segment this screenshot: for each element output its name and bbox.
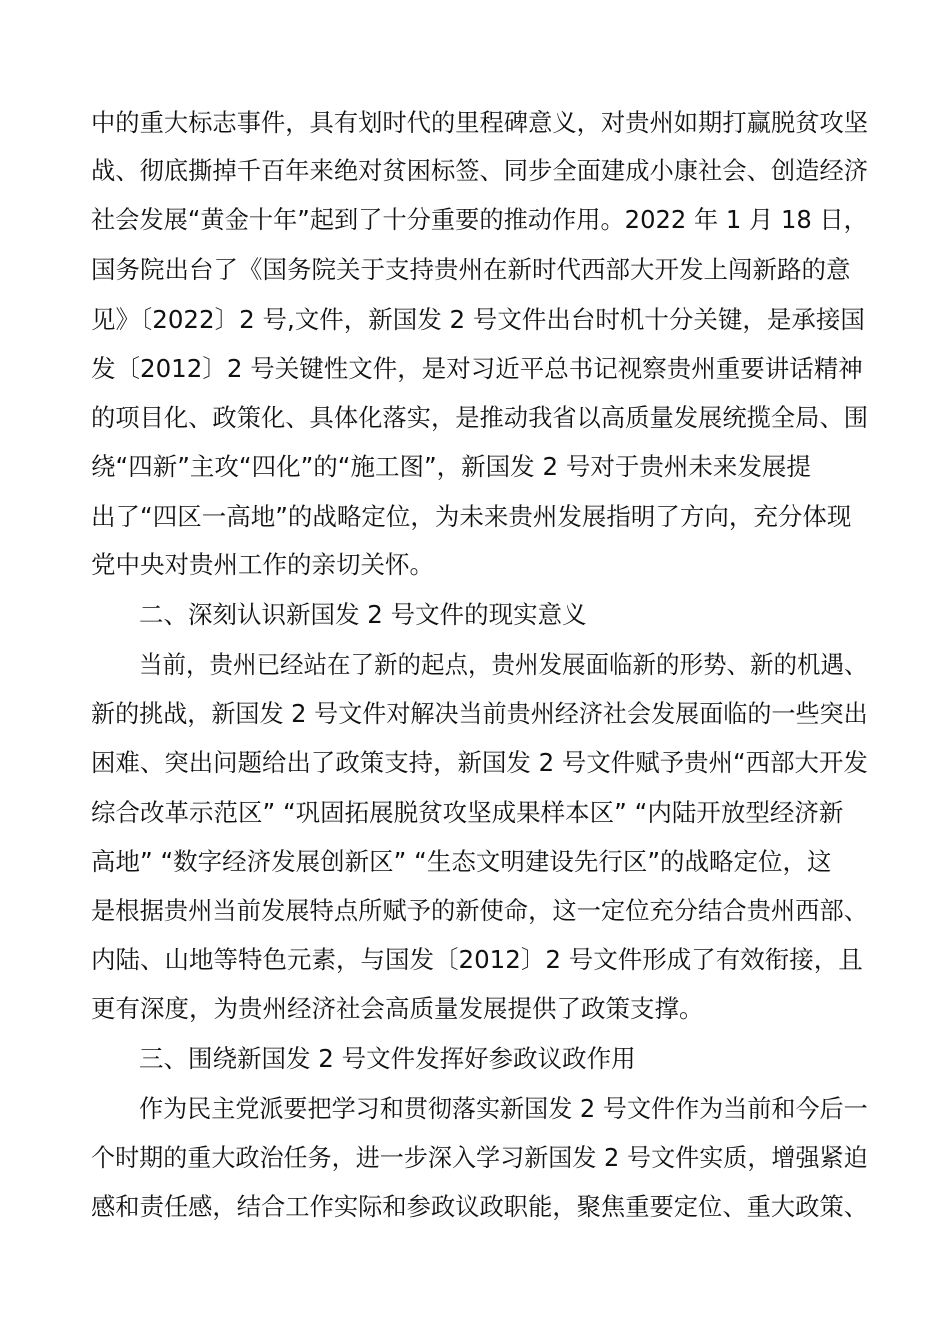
body-text-line: 新的挑战，新国发 2 号文件对解决当前贵州经济社会发展面临的一些突出 (91, 699, 868, 728)
section-heading: 三、围绕新国发 2 号文件发挥好参政议政作用 (139, 1044, 636, 1073)
body-text-line: 见》〔2022〕2 号,文件，新国发 2 号文件出台时机十分关键，是承接国 (91, 305, 865, 334)
body-text-line: 是根据贵州当前发展特点所赋予的新使命，这一定位充分结合贵州西部、 (91, 896, 869, 925)
body-text-line: 发〔2012〕2 号关键性文件，是对习近平总书记视察贵州重要讲话精神 (91, 354, 863, 383)
body-text-line: 内陆、山地等特色元素，与国发〔2012〕2 号文件形成了有效衔接，且 (91, 945, 863, 974)
body-text-line: 国务院出台了《国务院关于支持贵州在新时代西部大开发上闯新路的意 (91, 255, 851, 284)
body-text-line: 综合改革示范区” “巩固拓展脱贫攻坚成果样本区” “内陆开放型经济新 (91, 798, 844, 827)
body-text-line: 中的重大标志事件，具有划时代的里程碑意义，对贵州如期打赢脱贫攻坚 (91, 108, 869, 137)
body-text-line: 感和责任感，结合工作实际和参政议政职能，聚焦重要定位、重大政策、 (91, 1192, 869, 1221)
body-text-line: 战、彻底撕掉千百年来绝对贫困标签、同步全面建成小康社会、创造经济 (91, 156, 869, 185)
body-text-line: 的项目化、政策化、具体化落实，是推动我省以高质量发展统揽全局、围 (91, 403, 869, 432)
body-text-line: 高地” “数字经济发展创新区” “生态文明建设先行区”的战略定位，这 (91, 847, 832, 876)
section-heading: 二、深刻认识新国发 2 号文件的现实意义 (139, 600, 587, 629)
body-text-line: 出了“四区一高地”的战略定位，为未来贵州发展指明了方向，充分体现 (91, 502, 852, 531)
body-text-line: 个时期的重大政治任务，进一步深入学习新国发 2 号文件实质，增强紧迫 (91, 1143, 868, 1172)
body-text-line: 困难、突出问题给出了政策支持，新国发 2 号文件赋予贵州“西部大开发 (91, 748, 868, 777)
body-text-line: 社会发展“黄金十年”起到了十分重要的推动作用。2022 年 1 月 18 日， (91, 205, 868, 234)
body-text-line: 绕“四新”主攻“四化”的“施工图”，新国发 2 号对于贵州未来发展提 (91, 452, 811, 481)
body-text-line: 更有深度，为贵州经济社会高质量发展提供了政策支撑。 (91, 994, 704, 1023)
body-text-line: 当前，贵州已经站在了新的起点，贵州发展面临新的形势、新的机遇、 (139, 650, 868, 679)
body-text-line: 党中央对贵州工作的亲切关怀。 (91, 550, 434, 579)
body-text-line: 作为民主党派要把学习和贯彻落实新国发 2 号文件作为当前和今后一 (139, 1094, 868, 1123)
